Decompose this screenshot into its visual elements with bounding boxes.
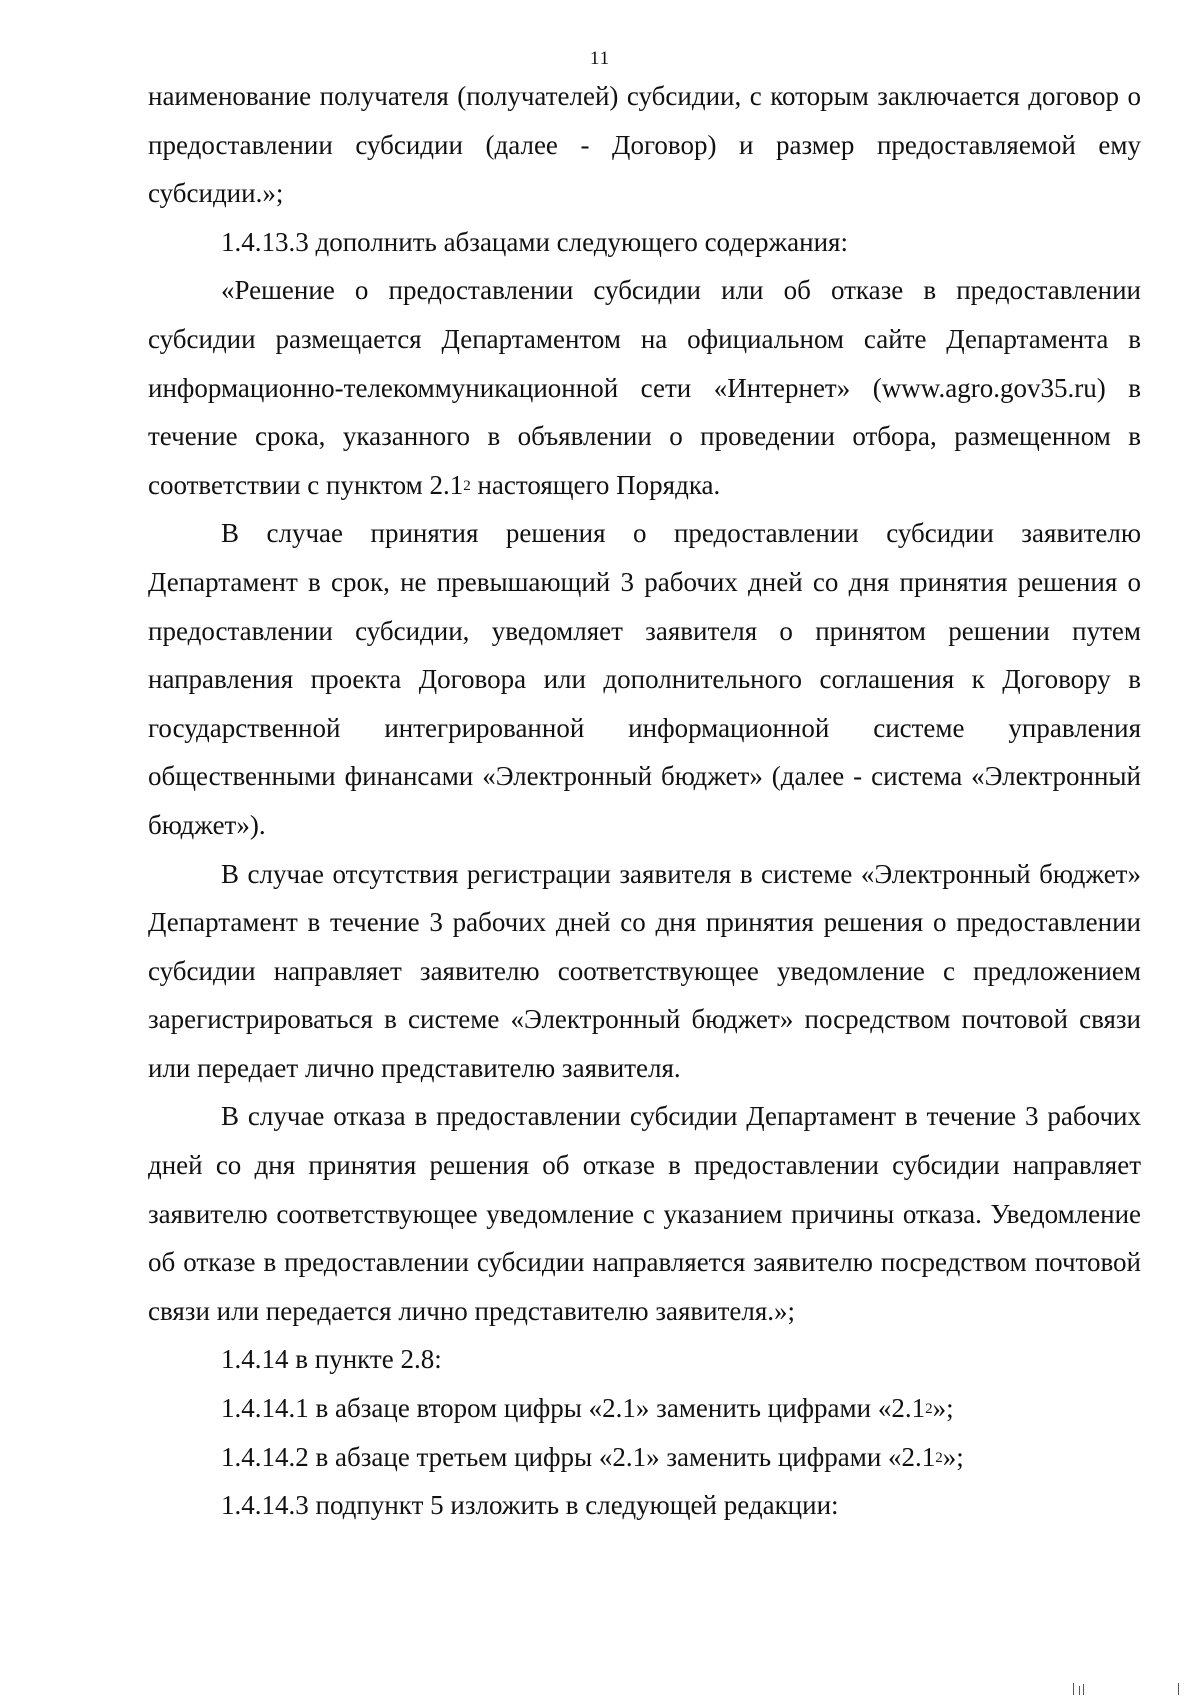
paragraph-decision-publication bbox=[148, 266, 1141, 509]
scan-artifact bbox=[1083, 1684, 1084, 1695]
scan-artifact bbox=[1079, 1686, 1080, 1695]
paragraph-refusal: В случае отказа в предоставлении субсидии Департамент в течение 3 рабочих дней со дня принятия решения об отказе в предоставлении субсидии направляет заявителю соответствующее уведомление с указанием причины отказа. Уведомление об отказе в предоставлении субсидии направляется заявителю посредством почтовой связи или передается лично представителю заявителя.»; bbox=[148, 1101, 1141, 1326]
paragraph-text: »; bbox=[942, 1441, 964, 1472]
paragraph-item-1-4-14-1 bbox=[148, 1384, 1141, 1433]
paragraph-item-1-4-14: 1.4.14 в пункте 2.8: bbox=[221, 1344, 442, 1375]
page-number: 11 bbox=[589, 48, 611, 69]
superscript: 2 bbox=[925, 1401, 933, 1418]
scan-artifact bbox=[1178, 1683, 1179, 1695]
paragraph-item-1-4-13-3: 1.4.13.3 дополнить абзацами следующего содержания: bbox=[221, 226, 848, 257]
paragraph-text: »; bbox=[932, 1393, 954, 1424]
paragraph-no-registration: В случае отсутствия регистрации заявителя в системе «Электронный бюджет» Департамент в течение 3 рабочих дней со дня принятия решения о предоставлении субсидии направляет заявителю соответствующее уведомление с предложением зарегистрироваться в системе «Электронный бюджет» посредством почтовой связи или передает лично представителю заявителя. bbox=[148, 858, 1141, 1083]
paragraph-item-1-4-14-3: 1.4.14.3 подпункт 5 изложить в следующей редакции: bbox=[221, 1490, 839, 1521]
paragraph-text: настоящего Порядка. bbox=[470, 469, 721, 500]
paragraph-decision-granted: В случае принятия решения о предоставлении субсидии заявителю Департамент в срок, не превышающий 3 рабочих дней со дня принятия решения о предоставлении субсидии, уведомляет заявителя о принятом решении путем направления проекта Договора или дополнительного соглашения к Договору в государственной интегрированной информационной системе управления общественными финансами «Электронный бюджет» (далее - система «Электронный бюджет»). bbox=[148, 518, 1141, 840]
paragraph-text: 1.4.14.1 в абзаце втором цифры «2.1» заменить цифрами «2.1 bbox=[221, 1393, 926, 1424]
paragraph-continuation: наименование получателя (получателей) субсидии, с которым заключается договор о предоставлении субсидии (далее - Договор) и размер предоставляемой ему субсидии.»; bbox=[148, 81, 1141, 209]
document-body bbox=[148, 72, 1141, 1530]
superscript: 2 bbox=[935, 1449, 943, 1466]
paragraph-text: «Решение о предоставлении субсидии или об отказе в предоставлении субсидии размещается Департаментом на официальном сайте Департамента в информационно-телекоммуникационной сети «Интернет» (www.agro.gov35.ru) в течение срока, указанного в объявлении о проведении отбора, размещенном в соответствии с пунктом 2.1 bbox=[148, 275, 1141, 500]
paragraph-text: 1.4.14.2 в абзаце третьем цифры «2.1» заменить цифрами «2.1 bbox=[221, 1441, 936, 1472]
scan-artifact bbox=[1073, 1683, 1074, 1695]
superscript: 2 bbox=[463, 477, 471, 494]
paragraph-item-1-4-14-2 bbox=[148, 1433, 1141, 1482]
